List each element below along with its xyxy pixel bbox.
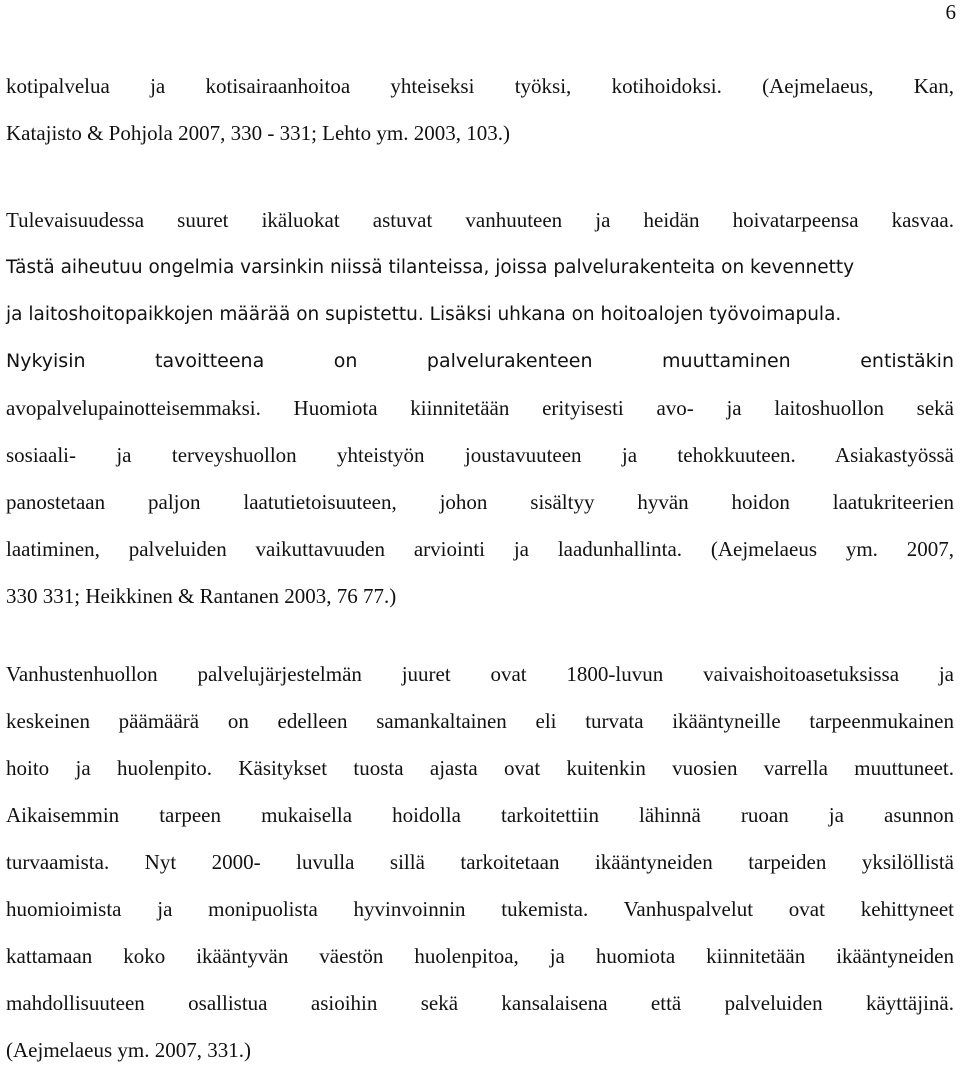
text-line: keskeinen päämäärä on edelleen samankaltainen eli turvata ikääntyneille tarpeenmukainen — [6, 709, 954, 733]
text-line: mahdollisuuteen osallistua asioihin sekä kansalaisena että palveluiden käyttäjinä. — [6, 991, 954, 1015]
text-line: Tulevaisuudessa suuret ikäluokat astuvat vanhuuteen ja heidän hoivatarpeensa kasvaa. — [6, 208, 954, 232]
text-line: kattamaan koko ikääntyvän väestön huolenpitoa, ja huomiota kiinnitetään ikääntyneiden — [6, 944, 954, 968]
text-line: Vanhustenhuollon palvelujärjestelmän juuret ovat 1800-luvun vaivaishoitoasetuksissa ja — [6, 662, 954, 686]
text-line: huomioimista ja monipuolista hyvinvoinnin tukemista. Vanhuspalvelut ovat kehittyneet — [6, 897, 954, 921]
text-line: panostetaan paljon laatutietoisuuteen, johon sisältyy hyvän hoidon laatukriteerien — [6, 490, 954, 514]
text-line: 330 331; Heikkinen & Rantanen 2003, 76 77.) — [6, 584, 397, 608]
paragraph-3 — [6, 651, 954, 1074]
text-line: (Aejmelaeus ym. 2007, 331.) — [6, 1038, 251, 1062]
page-number: 6 — [945, 0, 956, 24]
text-line: Katajisto & Pohjola 2007, 330 - 331; Lehto ym. 2003, 103.) — [6, 121, 510, 145]
text-line: laatiminen, palveluiden vaikuttavuuden arviointi ja laadunhallinta. (Aejmelaeus ym. 2007, — [6, 537, 954, 561]
text-line: ja laitoshoitopaikkojen määrää on supistettu. Lisäksi uhkana on hoitoalojen työvoimapula. — [6, 304, 842, 325]
text-line: sosiaali- ja terveyshuollon yhteistyön joustavuuteen ja tehokkuuteen. Asiakastyössä — [6, 443, 954, 467]
text-line: avopalvelupainotteisemmaksi. Huomiota kiinnitetään erityisesti avo- ja laitoshuollon sekä — [6, 396, 954, 420]
text-line: Aikaisemmin tarpeen mukaisella hoidolla tarkoitettiin lähinnä ruoan ja asunnon — [6, 803, 954, 827]
text-line: turvaamista. Nyt 2000- luvulla sillä tarkoitetaan ikääntyneiden tarpeiden yksilöllistä — [6, 850, 954, 874]
text-line: hoito ja huolenpito. Käsitykset tuosta ajasta ovat kuitenkin vuosien varrella muuttuneet. — [6, 756, 954, 780]
text-line: kotipalvelua ja kotisairaanhoitoa yhteiseksi työksi, kotihoidoksi. (Aejmelaeus, Kan, — [6, 74, 954, 98]
paragraph-2 — [6, 197, 954, 620]
text-line: Tästä aiheutuu ongelmia varsinkin niissä tilanteissa, joissa palvelurakenteita on kevennetty — [6, 257, 855, 278]
text-line: Nykyisin tavoitteena on palvelurakenteen muuttaminen entistäkin — [6, 350, 954, 372]
paragraph-1 — [6, 63, 954, 157]
